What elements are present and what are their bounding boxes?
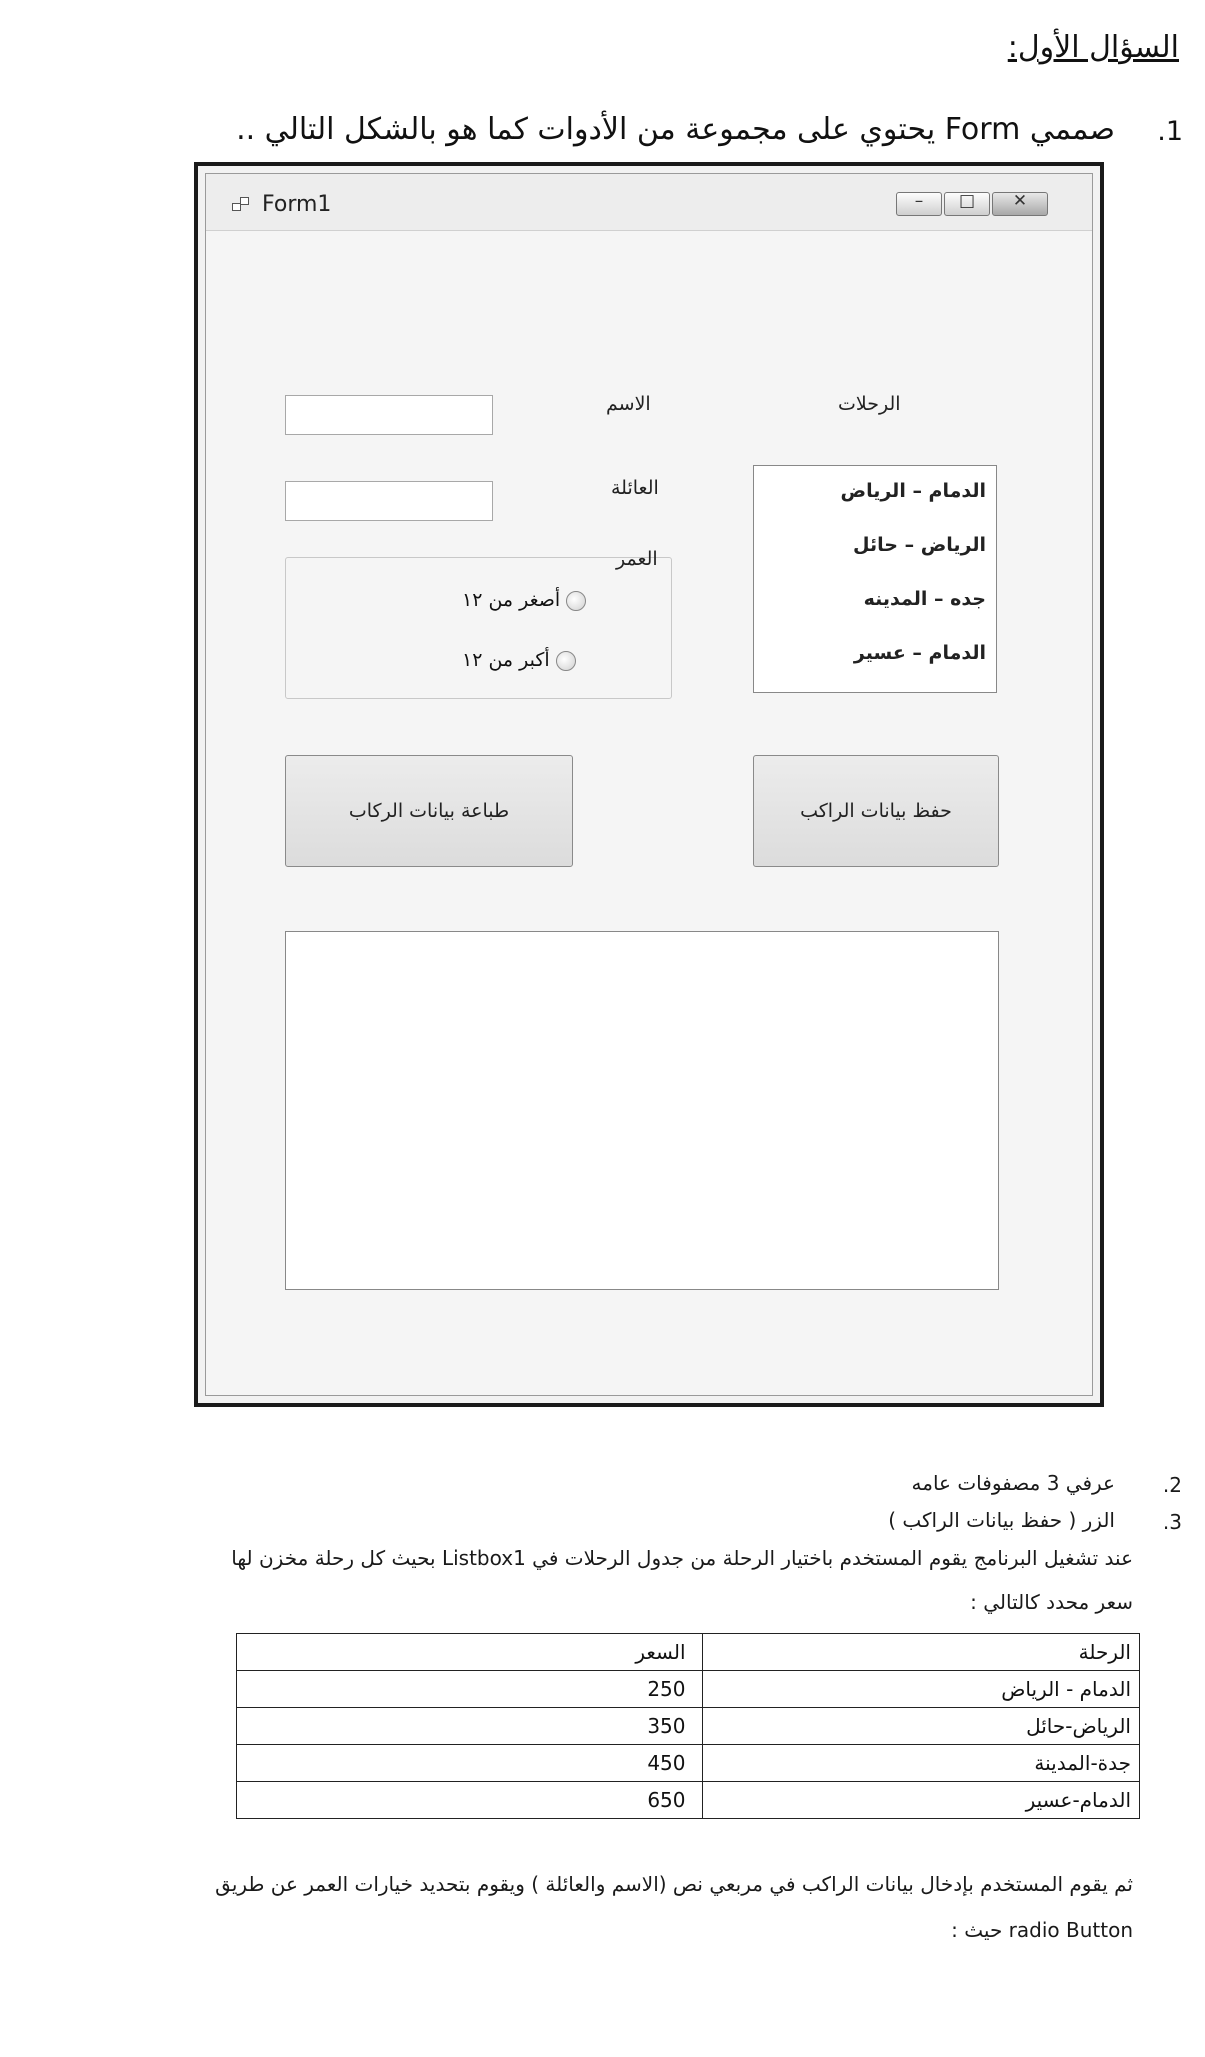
cell-fee: 450	[237, 1745, 703, 1782]
question-3-line-3: سعر محدد كالتالي :	[970, 1590, 1133, 1614]
radio-under-12[interactable]	[462, 589, 586, 611]
form-client-area	[206, 231, 1092, 1395]
minimize-button[interactable]	[896, 192, 942, 216]
trips-label: الرحلات	[838, 393, 901, 415]
form-window	[205, 173, 1093, 1396]
window-title: Form1	[262, 192, 332, 217]
cell-fee: 650	[237, 1782, 703, 1819]
maximize-button[interactable]	[944, 192, 990, 216]
question-1-text: صممي Form يحتوي على مجموعة من الأدوات كما هو بالشكل التالي ..	[236, 112, 1115, 147]
instructions-line-2: radio Button حيث :	[951, 1918, 1133, 1942]
age-label: العمر	[616, 548, 658, 570]
name-input[interactable]	[285, 395, 493, 435]
page-heading: السؤال الأول:	[1007, 30, 1179, 65]
maximize-icon: □	[958, 191, 976, 211]
age-groupbox	[285, 557, 672, 699]
close-button[interactable]	[992, 192, 1048, 216]
save-passenger-button[interactable]: حفظ بيانات الراكب	[753, 755, 999, 867]
minimize-icon: –	[914, 191, 924, 211]
fees-table	[236, 1633, 1140, 1819]
cell-trip: الرياض-حائل	[702, 1708, 1139, 1745]
radio-button-icon	[566, 591, 586, 611]
question-3-text: الزر ( حفظ بيانات الراكب )	[888, 1508, 1115, 1532]
list-item[interactable]: الدمام – عسير	[853, 642, 986, 664]
question-3-line-2: عند تشغيل البرنامج يقوم المستخدم باختيار الرحلة من جدول الرحلات في Listbox1 بحيث كل رحلة مخزن لها	[231, 1546, 1133, 1570]
form-window-frame	[194, 162, 1104, 1407]
radio-over-12-label: أكبر من ١٢	[462, 649, 550, 671]
family-label: العائلة	[611, 477, 659, 499]
title-bar	[206, 174, 1092, 231]
cell-trip: الدمام - الرياض	[702, 1671, 1139, 1708]
radio-button-icon	[556, 651, 576, 671]
form-app-icon	[232, 197, 250, 211]
question-1-number: .1	[1157, 116, 1183, 147]
list-item[interactable]: الدمام – الرياض	[840, 480, 986, 502]
header-fee: السعر	[237, 1634, 703, 1671]
question-3-number: .3	[1162, 1510, 1182, 1534]
list-item[interactable]: جده – المدينه	[863, 588, 986, 610]
instructions-line-1: ثم يقوم المستخدم بإدخال بيانات الراكب في مربعي نص (الاسم والعائلة ) ويقوم بتحديد خيارات العمر عن طريق	[215, 1872, 1133, 1896]
trips-listbox[interactable]	[753, 465, 997, 693]
cell-fee: 350	[237, 1708, 703, 1745]
table-row	[237, 1745, 1140, 1782]
family-input[interactable]	[285, 481, 493, 521]
table-row	[237, 1708, 1140, 1745]
radio-under-12-label: أصغر من ١٢	[462, 589, 561, 611]
name-label: الاسم	[606, 393, 651, 415]
print-passengers-button[interactable]: طباعة بيانات الركاب	[285, 755, 573, 867]
close-icon: ✕	[1012, 191, 1028, 211]
header-trip: الرحلة	[702, 1634, 1139, 1671]
cell-trip: الدمام-عسير	[702, 1782, 1139, 1819]
cell-trip: جدة-المدينة	[702, 1745, 1139, 1782]
question-2-text: عرفي 3 مصفوفات عامه	[911, 1471, 1115, 1495]
table-row	[237, 1671, 1140, 1708]
list-item[interactable]: الرياض – حائل	[853, 534, 986, 556]
question-2-number: .2	[1162, 1473, 1182, 1497]
table-header-row	[237, 1634, 1140, 1671]
table-row	[237, 1782, 1140, 1819]
passengers-listbox[interactable]	[285, 931, 999, 1290]
cell-fee: 250	[237, 1671, 703, 1708]
radio-over-12[interactable]	[462, 649, 576, 671]
